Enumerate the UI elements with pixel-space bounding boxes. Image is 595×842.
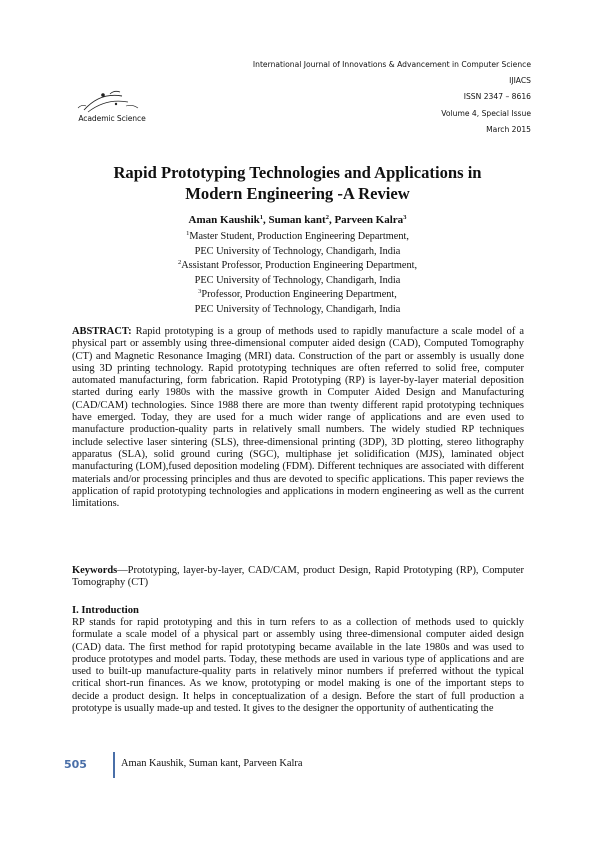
- affiliation-2-dept: Assistant Professor, Production Engineering Department,: [181, 260, 418, 272]
- paper-title: [60, 162, 535, 204]
- abstract-label: ABSTRACT:: [72, 326, 132, 337]
- affiliation-1-dept: Master Student, Production Engineering Department,: [189, 231, 409, 242]
- footer-divider: [113, 752, 115, 778]
- journal-abbrev: IJIACS: [509, 76, 531, 86]
- author-list: [80, 213, 515, 227]
- title-line-1: Rapid Prototyping Technologies and Applications in: [113, 163, 482, 182]
- affiliation-1: [80, 230, 515, 245]
- affiliation-2-sup: 2: [177, 259, 182, 267]
- footer-authors: Aman Kaushik, Suman kant, Parveen Kalra: [121, 758, 303, 769]
- journal-date: March 2015: [486, 124, 531, 134]
- affiliation-2-inst: PEC University of Technology, Chandigarh, India: [194, 274, 401, 286]
- author-separator: ,: [263, 214, 269, 226]
- abstract: [72, 326, 524, 510]
- author-3-sup: 3: [403, 214, 407, 221]
- author-1: Aman Kaushik: [188, 214, 260, 226]
- affiliation-1-inst: PEC University of Technology, Chandigarh, India: [194, 245, 401, 257]
- journal-name: International Journal of Innovations & Advancement in Computer Science: [252, 60, 531, 69]
- journal-volume: Volume 4, Special Issue: [441, 108, 531, 118]
- introduction-text: RP stands for rapid prototyping and this in turn refers to as a collection of methods used to quickly formulate a scale model of a physical part or assembly using three-dimensional computer aided design (CAD) data. The first method for rapid prototyping became available in the late 1980s and was used to produce prototypes and model parts. Today, these methods are used in various type of applications and are used to built-up manufacture-quality parts in relatively minor numbers if preferred without the typical critical short-run finances. As we know, prototyping or model making is one of the important steps to decide a product design. It helps in conceptualization of a design. Before the start of full production a prototype is usually made-up and tested. It gives to the designer the opportunity of authenticating the: [72, 617, 524, 715]
- page-number: 505: [64, 758, 87, 771]
- title-line-2: Modern Engineering -A Review: [185, 184, 410, 203]
- author-2-sup: 2: [325, 214, 329, 221]
- affiliation-3-inst: PEC University of Technology, Chandigarh, India: [194, 303, 401, 315]
- abstract-text: Rapid prototyping is a group of methods used to rapidly manufacture a scale model of a physical part or assembly using three-dimensional computer aided design (CAD), Computed Tomography (CT) and Magnetic Resonance Imaging (MRI) data. Construction of the part or assembly is usually done using 3D printing technology. Rapid prototyping techniques are often referred to solid free, computer automated manufacturing, form fabrication. Rapid Prototyping (RP) is layer-by-layer material deposition started during early 1980s with the massive growth in Computer Aided Design and Manufacturing (CAD/CAM) technologies. Since 1988 there are more than twenty different rapid prototyping techniques have emerged. Today, they are used for a much wider range of applications and are even used to manufacture production-quality parts in relatively small numbers. The widely studied RP techniques include selective laser sintering (SLS), three-dimensional printing (3DP), 3D plotting, stereo lithography apparatus (SLA), solid ground curing (SGC), multiphase jet solidification (MJS), laminated object manufacturing (LOM),fused deposition modeling (FDM). Different techniques are associated with different materials and/or processing principles and thus are devoted to specific applications. This paper reviews the application of rapid prototyping technologies and applications in modern engineering as well as the current limitations.: [72, 326, 524, 510]
- academic-science-logo: [70, 86, 154, 126]
- author-3: Parveen Kalra: [334, 214, 404, 226]
- affiliations: [80, 230, 515, 318]
- author-separator: ,: [328, 214, 335, 226]
- journal-issn: ISSN 2347 – 8616: [463, 92, 531, 102]
- keywords-label: Keywords: [72, 565, 118, 576]
- journal-header: [253, 57, 531, 138]
- author-2: Suman kant: [268, 214, 326, 226]
- keywords-text: —Prototyping, layer-by-layer, CAD/CAM, product Design, Rapid Prototyping (RP), Computer Tomography (CT): [72, 565, 524, 589]
- section-heading-introduction: I. Introduction: [72, 605, 139, 616]
- affiliation-3: [80, 288, 515, 303]
- author-1-sup: 1: [259, 214, 264, 221]
- affiliation-3-dept: Professor, Production Engineering Department,: [201, 289, 397, 301]
- keywords: [72, 565, 524, 590]
- logo-swoosh-icon: [70, 86, 154, 116]
- logo-text: Academic Science: [78, 114, 146, 123]
- affiliation-1-sup: 1: [186, 230, 190, 237]
- affiliation-3-sup: 3: [198, 288, 202, 296]
- affiliation-2: [80, 259, 515, 274]
